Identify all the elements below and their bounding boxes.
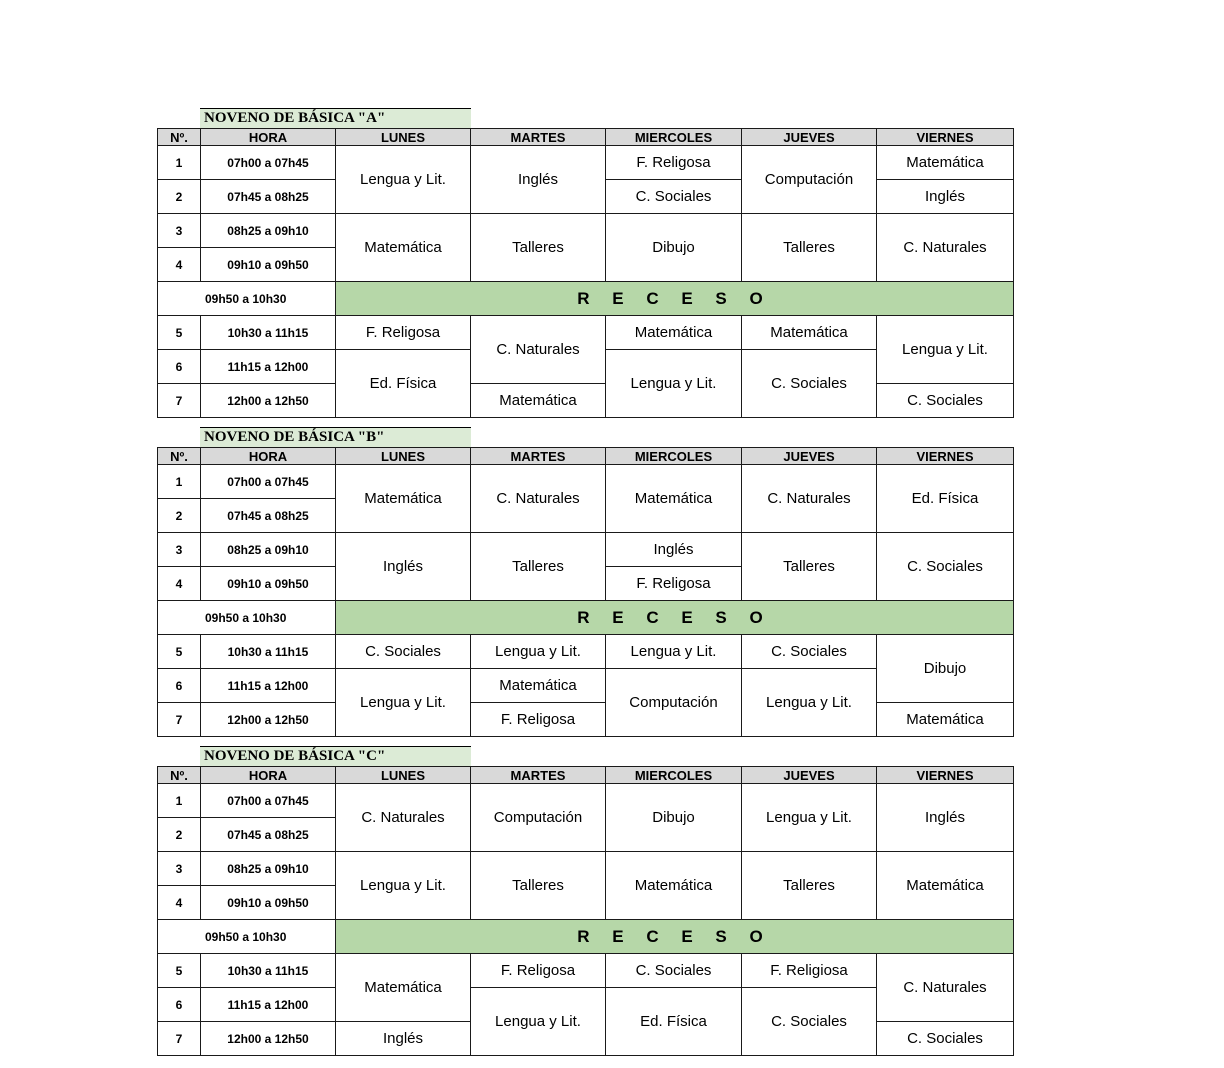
table-row — [158, 146, 1014, 180]
subject-cell: Ed. Física — [606, 988, 742, 1056]
period-time: 11h15 a 12h00 — [201, 669, 336, 703]
table-row — [158, 533, 1014, 567]
subject-cell: Inglés — [606, 533, 742, 567]
period-number: 3 — [158, 533, 201, 567]
recess-row — [158, 282, 1014, 316]
period-number: 4 — [158, 248, 201, 282]
section-title: NOVENO DE BÁSICA "C" — [204, 748, 386, 764]
header-jueves: JUEVES — [742, 448, 877, 465]
period-time: 09h10 a 09h50 — [201, 886, 336, 920]
period-time: 12h00 a 12h50 — [201, 384, 336, 418]
subject-cell: Lengua y Lit. — [336, 852, 471, 920]
header-lunes: LUNES — [336, 129, 471, 146]
period-number: 7 — [158, 1022, 201, 1056]
section-title: NOVENO DE BÁSICA "A" — [204, 110, 386, 126]
period-time: 07h45 a 08h25 — [201, 180, 336, 214]
subject-cell: Matemática — [336, 214, 471, 282]
subject-cell: F. Religosa — [471, 954, 606, 988]
schedule-table-b — [157, 447, 1014, 737]
subject-cell: F. Religiosa — [742, 954, 877, 988]
section-title-row — [157, 108, 1013, 128]
header-viernes: VIERNES — [877, 767, 1014, 784]
section-title-row — [157, 746, 1013, 766]
subject-cell: C. Sociales — [606, 180, 742, 214]
period-time: 08h25 a 09h10 — [201, 214, 336, 248]
table-row — [158, 635, 1014, 669]
subject-cell: Matemática — [742, 316, 877, 350]
header-row — [158, 448, 1014, 465]
period-time: 07h45 a 08h25 — [201, 818, 336, 852]
recess-time: 09h50 a 10h30 — [158, 282, 336, 316]
period-number: 2 — [158, 180, 201, 214]
schedule-section-b — [157, 427, 1013, 737]
recess-row — [158, 601, 1014, 635]
subject-cell: Talleres — [742, 214, 877, 282]
subject-cell: C. Naturales — [471, 316, 606, 384]
schedule-section-c — [157, 746, 1013, 1056]
recess-time: 09h50 a 10h30 — [158, 601, 336, 635]
subject-cell: C. Sociales — [877, 1022, 1014, 1056]
subject-cell: C. Naturales — [877, 214, 1014, 282]
subject-cell: Inglés — [336, 1022, 471, 1056]
subject-cell: C. Sociales — [742, 635, 877, 669]
subject-cell: F. Religosa — [471, 703, 606, 737]
subject-cell: C. Sociales — [606, 954, 742, 988]
period-number: 7 — [158, 703, 201, 737]
subject-cell: Dibujo — [606, 214, 742, 282]
recess-label: R E C E S O — [336, 920, 1014, 954]
subject-cell: Inglés — [471, 146, 606, 214]
subject-cell: Lengua y Lit. — [606, 350, 742, 418]
subject-cell: Matemática — [877, 852, 1014, 920]
period-time: 07h00 a 07h45 — [201, 465, 336, 499]
subject-cell: Talleres — [471, 214, 606, 282]
schedule-table-a — [157, 128, 1014, 418]
subject-cell: Lengua y Lit. — [606, 635, 742, 669]
header-jueves: JUEVES — [742, 767, 877, 784]
subject-cell: C. Naturales — [877, 954, 1014, 1022]
period-number: 5 — [158, 954, 201, 988]
subject-cell: Lengua y Lit. — [471, 988, 606, 1056]
period-time: 11h15 a 12h00 — [201, 350, 336, 384]
recess-row — [158, 920, 1014, 954]
subject-cell: Lengua y Lit. — [742, 784, 877, 852]
period-time: 07h00 a 07h45 — [201, 146, 336, 180]
schedule-section-a — [157, 108, 1013, 418]
period-time: 09h10 a 09h50 — [201, 248, 336, 282]
period-time: 10h30 a 11h15 — [201, 635, 336, 669]
subject-cell: Computación — [606, 669, 742, 737]
period-number: 6 — [158, 988, 201, 1022]
recess-label: R E C E S O — [336, 282, 1014, 316]
subject-cell: Dibujo — [877, 635, 1014, 703]
period-number: 3 — [158, 852, 201, 886]
section-title-row — [157, 427, 1013, 447]
subject-cell: Inglés — [877, 180, 1014, 214]
period-time: 11h15 a 12h00 — [201, 988, 336, 1022]
subject-cell: Matemática — [877, 146, 1014, 180]
header-miercoles: MIERCOLES — [606, 129, 742, 146]
subject-cell: Inglés — [877, 784, 1014, 852]
period-number: 6 — [158, 350, 201, 384]
table-row — [158, 954, 1014, 988]
period-number: 7 — [158, 384, 201, 418]
period-time: 09h10 a 09h50 — [201, 567, 336, 601]
subject-cell: C. Naturales — [471, 465, 606, 533]
subject-cell: F. Religosa — [606, 146, 742, 180]
subject-cell: C. Sociales — [336, 635, 471, 669]
period-time: 08h25 a 09h10 — [201, 852, 336, 886]
period-number: 1 — [158, 465, 201, 499]
period-number: 6 — [158, 669, 201, 703]
subject-cell: Matemática — [336, 465, 471, 533]
subject-cell: Ed. Física — [336, 350, 471, 418]
subject-cell: Talleres — [471, 852, 606, 920]
subject-cell: Matemática — [471, 384, 606, 418]
period-number: 2 — [158, 499, 201, 533]
subject-cell: F. Religosa — [606, 567, 742, 601]
subject-cell: C. Sociales — [742, 350, 877, 418]
subject-cell: Matemática — [606, 852, 742, 920]
header-lunes: LUNES — [336, 448, 471, 465]
section-title: NOVENO DE BÁSICA "B" — [204, 429, 385, 445]
period-number: 5 — [158, 635, 201, 669]
period-number: 5 — [158, 316, 201, 350]
header-num: Nº. — [158, 129, 201, 146]
table-row — [158, 316, 1014, 350]
header-martes: MARTES — [471, 767, 606, 784]
subject-cell: Lengua y Lit. — [877, 316, 1014, 384]
schedule-table-c — [157, 766, 1014, 1056]
subject-cell: C. Sociales — [877, 384, 1014, 418]
header-num: Nº. — [158, 767, 201, 784]
subject-cell: Matemática — [471, 669, 606, 703]
recess-label: R E C E S O — [336, 601, 1014, 635]
period-number: 4 — [158, 886, 201, 920]
subject-cell: C. Sociales — [742, 988, 877, 1056]
subject-cell: Talleres — [742, 533, 877, 601]
period-number: 4 — [158, 567, 201, 601]
table-row — [158, 703, 1014, 737]
subject-cell: Talleres — [742, 852, 877, 920]
subject-cell: Lengua y Lit. — [742, 669, 877, 737]
subject-cell: C. Sociales — [877, 533, 1014, 601]
subject-cell: Inglés — [336, 533, 471, 601]
subject-cell: C. Naturales — [742, 465, 877, 533]
period-time: 12h00 a 12h50 — [201, 703, 336, 737]
header-num: Nº. — [158, 448, 201, 465]
header-viernes: VIERNES — [877, 448, 1014, 465]
subject-cell: Lengua y Lit. — [471, 635, 606, 669]
subject-cell: Computación — [742, 146, 877, 214]
subject-cell: Matemática — [877, 703, 1014, 737]
header-jueves: JUEVES — [742, 129, 877, 146]
subject-cell: Lengua y Lit. — [336, 146, 471, 214]
table-row — [158, 465, 1014, 499]
period-number: 3 — [158, 214, 201, 248]
header-row — [158, 129, 1014, 146]
subject-cell: Lengua y Lit. — [336, 669, 471, 737]
subject-cell: Matemática — [336, 954, 471, 1022]
period-time: 12h00 a 12h50 — [201, 1022, 336, 1056]
header-miercoles: MIERCOLES — [606, 767, 742, 784]
header-miercoles: MIERCOLES — [606, 448, 742, 465]
subject-cell: Talleres — [471, 533, 606, 601]
subject-cell: Dibujo — [606, 784, 742, 852]
subject-cell: Ed. Física — [877, 465, 1014, 533]
period-time: 10h30 a 11h15 — [201, 954, 336, 988]
period-time: 07h45 a 08h25 — [201, 499, 336, 533]
subject-cell: Matemática — [606, 316, 742, 350]
subject-cell: Matemática — [606, 465, 742, 533]
header-hora: HORA — [201, 448, 336, 465]
table-row — [158, 784, 1014, 818]
header-martes: MARTES — [471, 129, 606, 146]
header-hora: HORA — [201, 129, 336, 146]
period-time: 08h25 a 09h10 — [201, 533, 336, 567]
subject-cell: Computación — [471, 784, 606, 852]
table-row — [158, 214, 1014, 248]
subject-cell: C. Naturales — [336, 784, 471, 852]
subject-cell: F. Religosa — [336, 316, 471, 350]
header-martes: MARTES — [471, 448, 606, 465]
period-number: 1 — [158, 784, 201, 818]
table-row — [158, 852, 1014, 886]
recess-time: 09h50 a 10h30 — [158, 920, 336, 954]
header-lunes: LUNES — [336, 767, 471, 784]
period-number: 2 — [158, 818, 201, 852]
header-viernes: VIERNES — [877, 129, 1014, 146]
header-hora: HORA — [201, 767, 336, 784]
table-row — [158, 384, 1014, 418]
period-number: 1 — [158, 146, 201, 180]
header-row — [158, 767, 1014, 784]
period-time: 10h30 a 11h15 — [201, 316, 336, 350]
period-time: 07h00 a 07h45 — [201, 784, 336, 818]
